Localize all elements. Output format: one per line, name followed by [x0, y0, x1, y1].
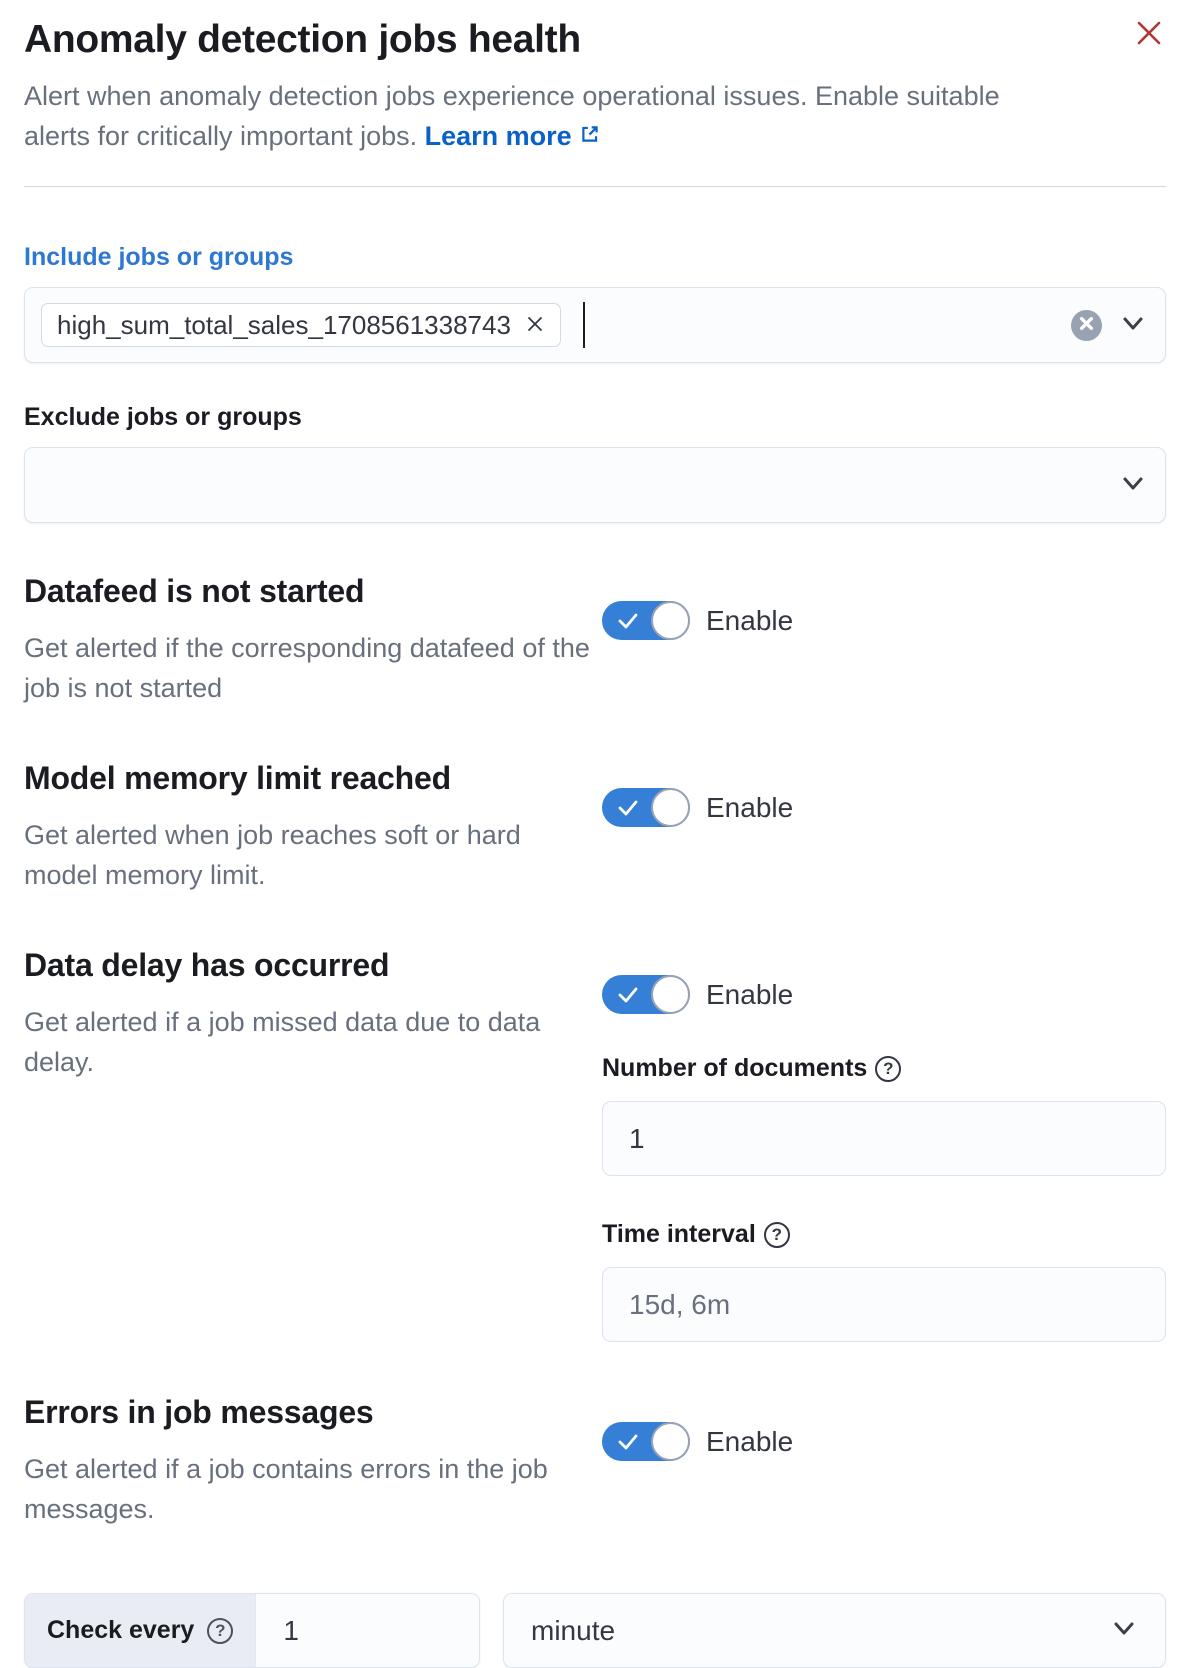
section-heading: Model memory limit reached	[24, 760, 451, 796]
check-icon	[616, 797, 640, 819]
section-datafeed-not-started	[24, 573, 1166, 708]
section-errors-in-job-messages	[24, 1394, 1166, 1529]
errors-enable-toggle[interactable]	[602, 1422, 690, 1461]
toggle-knob	[651, 601, 690, 640]
help-icon[interactable]: ?	[764, 1222, 790, 1248]
include-jobs-field	[24, 243, 1166, 363]
schedule-row	[24, 1593, 1166, 1668]
data-delay-enable-toggle[interactable]	[602, 975, 690, 1014]
section-heading: Errors in job messages	[24, 1394, 374, 1430]
section-controls	[602, 947, 1166, 1342]
clear-icon	[1079, 316, 1094, 334]
external-link-icon	[579, 116, 601, 156]
section-controls	[602, 760, 1166, 895]
label-text: Number of documents	[602, 1054, 868, 1082]
model-memory-enable-toggle[interactable]	[602, 788, 690, 827]
section-controls	[602, 1394, 1166, 1529]
interval-unit-select[interactable]	[503, 1593, 1166, 1668]
time-interval-field	[602, 1220, 1166, 1342]
section-description: Get alerted when job reaches soft or hard model memory limit.	[24, 820, 521, 890]
datafeed-enable-toggle[interactable]	[602, 601, 690, 640]
divider	[24, 186, 1166, 187]
check-icon	[616, 1431, 640, 1453]
section-description: Get alerted if a job contains errors in the job messages.	[24, 1454, 548, 1524]
number-of-documents-field	[602, 1054, 1166, 1176]
section-text	[24, 947, 602, 1342]
toggle-knob	[651, 975, 690, 1014]
toggle-knob	[651, 788, 690, 827]
description-text: Alert when anomaly detection jobs experience operational issues. Enable suitable alerts for critically important jobs.	[24, 81, 1000, 151]
number-of-documents-label	[602, 1054, 901, 1083]
remove-job-icon[interactable]	[525, 310, 545, 341]
include-jobs-combobox[interactable]	[24, 287, 1166, 363]
exclude-jobs-combobox[interactable]	[24, 447, 1166, 523]
section-controls	[602, 573, 1166, 708]
time-interval-label	[602, 1220, 790, 1249]
check-every-prepend	[25, 1594, 256, 1667]
close-button[interactable]	[1135, 20, 1163, 48]
check-every-control	[24, 1593, 480, 1668]
time-interval-input[interactable]	[602, 1267, 1166, 1342]
check-every-input[interactable]	[256, 1594, 479, 1667]
section-heading: Datafeed is not started	[24, 573, 365, 609]
check-icon	[616, 610, 640, 632]
include-jobs-label: Include jobs or groups	[24, 243, 294, 271]
check-icon	[616, 984, 640, 1006]
close-icon	[1136, 20, 1162, 49]
chevron-down-icon	[1110, 1614, 1138, 1647]
section-text	[24, 1394, 602, 1529]
section-text	[24, 760, 602, 895]
toggle-label: Enable	[706, 1425, 794, 1457]
section-text	[24, 573, 602, 708]
exclude-jobs-label: Exclude jobs or groups	[24, 403, 302, 431]
page-title: Anomaly detection jobs health	[24, 18, 581, 61]
exclude-jobs-field	[24, 403, 1166, 523]
chevron-down-icon[interactable]	[1119, 469, 1147, 502]
toggle-label: Enable	[706, 604, 794, 636]
check-every-label: Check every	[47, 1616, 195, 1644]
section-description: Get alerted if a job missed data due to data delay.	[24, 1007, 541, 1077]
toggle-label: Enable	[706, 978, 794, 1010]
page-description	[24, 76, 1064, 156]
help-icon[interactable]: ?	[207, 1618, 233, 1644]
toggle-knob	[651, 1422, 690, 1461]
label-text: Time interval	[602, 1220, 756, 1248]
help-icon[interactable]: ?	[875, 1056, 901, 1082]
section-model-memory-limit	[24, 760, 1166, 895]
interval-unit-value: minute	[531, 1614, 616, 1646]
section-data-delay	[24, 947, 1166, 1342]
clear-selection-button[interactable]	[1071, 310, 1102, 341]
learn-more-label: Learn more	[424, 121, 572, 151]
number-of-documents-input[interactable]	[602, 1101, 1166, 1176]
selected-job-pill[interactable]	[41, 303, 561, 347]
toggle-label: Enable	[706, 791, 794, 823]
selected-job-label: high_sum_total_sales_1708561338743	[57, 309, 511, 340]
text-cursor	[583, 302, 585, 348]
section-heading: Data delay has occurred	[24, 947, 390, 983]
section-description: Get alerted if the corresponding datafeed of the job is not started	[24, 633, 590, 703]
chevron-down-icon[interactable]	[1119, 309, 1147, 342]
learn-more-link[interactable]	[425, 116, 601, 156]
